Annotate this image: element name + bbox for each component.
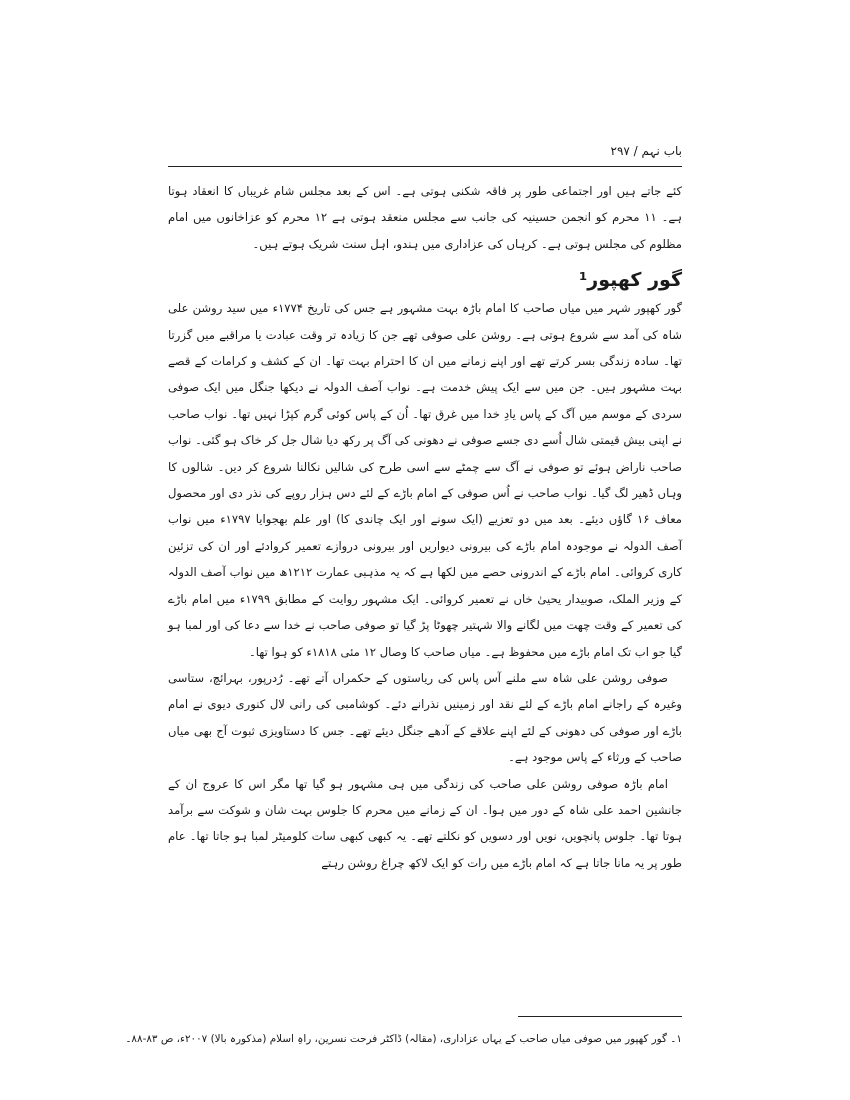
footnote-rule	[518, 1016, 682, 1017]
footnote: ۱۔ گور کھپور میں صوفی میاں صاحب کے یہاں عزاداری، (مقالہ) ڈاکٹر فرحت نسرین، راہِ اسلام (مذکورہ بالا) ۲۰۰۷ء، ص ۸۳-۸۸۔	[125, 1033, 682, 1045]
running-header	[168, 140, 682, 164]
header-rule	[168, 166, 682, 167]
chapter-page-number: باب نہم / ۲۹۷	[610, 144, 682, 158]
paragraph: صوفی روشن علی شاہ سے ملنے آس پاس کی ریاستوں کے حکمراں آتے تھے۔ رُدرپور، بہرائچ، ستاسی وغیرہ کے راجانے امام باڑے کے لئے نقد اور زمینیں نذرانے دئے۔ کوشامبی کی رانی لال کنوری دیوی نے امام باڑے اور صوفی کی دھونی کے لئے اپنے علاقے کے آدھے جنگل دیئے تھے۔ جس کا دستاویزی ثبوت آج بھی میاں صاحب کے ورثاء کے پاس موجود ہے۔	[168, 670, 682, 765]
paragraph: امام باڑہ صوفی روشن علی صاحب کی زندگی میں ہی مشہور ہو گیا تھا مگر اس کا عروج ان کے جانشین احمد علی شاہ کے دور میں ہوا۔ ان کے زمانے میں محرم کا جلوس بہت شان و شوکت سے برآمد ہوتا تھا۔ جلوس پانچویں، نویں اور دسویں کو نکلتے تھے۔ یہ کبھی کبھی سات کلومیٹر لمبا ہو جاتا تھا۔ عام طور پر یہ مانا جاتا ہے کہ امام باڑے میں رات کو ایک لاکھ چراغ روشن رہتے	[168, 776, 682, 870]
page-body	[168, 178, 682, 876]
paragraph: گور کھپور شہر میں میاں صاحب کا امام باڑہ بہت مشہور ہے جس کی تاریخ ۱۷۷۴ء میں سید روشن علی شاہ کی آمد سے شروع ہوتی ہے۔ روشن علی صوفی تھے جن کا زیادہ تر وقت عبادت یا مراقبے میں گزرتا تھا۔ سادہ زندگی بسر کرتے تھے اور اپنے زمانے میں ان کا احترام بہت تھا۔ ان کے کشف و کرامات کے قصے بہت مشہور ہیں۔ جن میں سے ایک پیش خدمت ہے۔ نواب آصف الدولہ نے دیکھا جنگل میں ایک صوفی سردی کے موسم میں آگ کے پاس یادِ خدا میں غرق تھا۔ اُن کے پاس کوئی گرم کپڑا نہیں تھا۔ نواب صاحب نے اپنی بیش قیمتی شال اُسے دی جسے صوفی نے دھونی کی آگ پر رکھ دیا شال جل کر خاک ہو گئی۔ نواب صاحب ناراض ہوئے تو صوفی نے آگ سے چمٹے سے اسی طرح کی شالیں نکالنا شروع کر دیں۔ شالوں کا وہاں ڈھیر لگ گیا۔ نواب صاحب نے اُس صوفی کے امام باڑے کے لئے دس ہزار روپے کی نذر دی اور محصول معاف ۱۶ گاؤں دیئے۔ بعد میں دو تعزیے (ایک سونے اور ایک چاندی کا) اور علم بھجوایا ۱۷۹۷ء میں نواب آصف الدولہ نے موجودہ امام باڑے کی بیرونی دیواریں اور بیرونی دروازے تعمیر کروادئے اور ان کی تزئین کاری کروائی۔ امام باڑے کے اندرونی حصے میں لکھا ہے کہ یہ مذہبی عمارت ۱۲۱۲ھ میں نواب آصف الدولہ کے وزیر الملک، صوبیدار یحییٰ خاں نے تعمیر کروائی۔ ایک مشہور روایت کے مطابق ۱۷۹۹ء میں امام باڑے کی تعمیر کے وقت چھت میں لگانے والا شہتیر چھوٹا پڑ گیا تو صوفی صاحب نے خدا سے دعا کی اور لمبا ہو گیا جو اب تک امام باڑے میں محفوظ ہے۔ میاں صاحب کا وصال ۱۲ مئی ۱۸۱۸ء کو ہوا تھا۔	[168, 301, 682, 659]
section-heading: گور کھپور¹	[578, 269, 682, 292]
paragraph-continued: کئے جاتے ہیں اور اجتماعی طور پر فاقہ شکنی ہوتی ہے۔ اس کے بعد مجلس شام غریباں کا انعقاد ہوتا ہے۔ ۱۱ محرم کو انجمن حسینیہ کی جانب سے مجلس منعقد ہوتی ہے ۱۲ محرم کو عزاخانوں میں امام مظلوم کی مجلس ہوتی ہے۔ کرہاں کی عزاداری میں ہندو، اہل سنت شریک ہوتے ہیں۔	[168, 184, 682, 251]
